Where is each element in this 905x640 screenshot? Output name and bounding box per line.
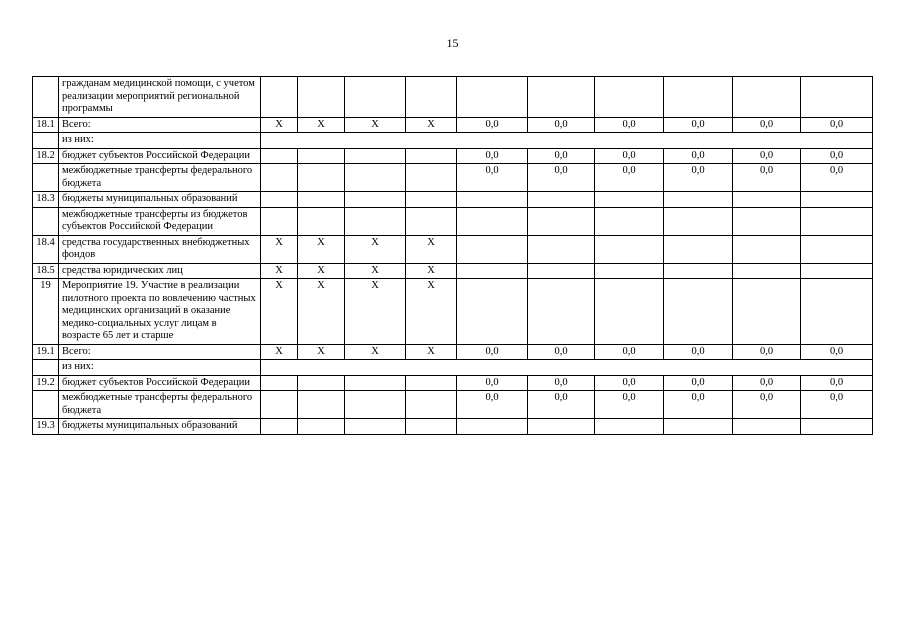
value-cell [595, 77, 664, 118]
value-cell [801, 235, 873, 263]
value-cell [457, 279, 528, 345]
budget-table [32, 76, 873, 435]
value-cell [457, 419, 528, 435]
table-body [33, 77, 873, 435]
table-row [33, 235, 873, 263]
value-cell [595, 207, 664, 235]
value-cell [801, 192, 873, 208]
mark-cell [406, 419, 457, 435]
table-row [33, 375, 873, 391]
value-cell [595, 235, 664, 263]
row-number: 19.2 [33, 375, 59, 391]
value-cell [528, 263, 595, 279]
row-number: 19 [33, 279, 59, 345]
mark-cell [345, 391, 406, 419]
value-cell: 0,0 [595, 164, 664, 192]
row-description: средства юридических лиц [59, 263, 261, 279]
row-number: 19.1 [33, 344, 59, 360]
value-cell: 0,0 [664, 117, 733, 133]
table-row [33, 148, 873, 164]
mark-cell [261, 391, 298, 419]
value-cell: 0,0 [801, 117, 873, 133]
mark-cell: Х [298, 235, 345, 263]
mark-cell [298, 207, 345, 235]
merged-empty-cell [261, 360, 873, 376]
table-row [33, 192, 873, 208]
value-cell: 0,0 [664, 391, 733, 419]
mark-cell [345, 164, 406, 192]
value-cell: 0,0 [733, 117, 801, 133]
mark-cell [261, 192, 298, 208]
table-row [33, 207, 873, 235]
value-cell: 0,0 [733, 391, 801, 419]
mark-cell [298, 77, 345, 118]
value-cell [457, 263, 528, 279]
row-description: средства государственных внебюджетных фондов [59, 235, 261, 263]
mark-cell: Х [345, 279, 406, 345]
mark-cell [406, 391, 457, 419]
value-cell [595, 419, 664, 435]
value-cell [528, 192, 595, 208]
table-row [33, 344, 873, 360]
mark-cell [406, 375, 457, 391]
table-row [33, 77, 873, 118]
value-cell: 0,0 [457, 344, 528, 360]
value-cell [595, 192, 664, 208]
mark-cell [298, 391, 345, 419]
mark-cell: Х [345, 263, 406, 279]
row-number: 19.3 [33, 419, 59, 435]
mark-cell [406, 192, 457, 208]
value-cell: 0,0 [528, 148, 595, 164]
mark-cell: Х [261, 263, 298, 279]
value-cell [528, 419, 595, 435]
value-cell [664, 263, 733, 279]
value-cell: 0,0 [801, 375, 873, 391]
mark-cell [345, 77, 406, 118]
value-cell: 0,0 [664, 164, 733, 192]
value-cell [664, 235, 733, 263]
mark-cell [345, 207, 406, 235]
value-cell [664, 77, 733, 118]
value-cell: 0,0 [664, 344, 733, 360]
value-cell [528, 279, 595, 345]
value-cell: 0,0 [733, 148, 801, 164]
row-description: бюджеты муниципальных образований [59, 419, 261, 435]
value-cell [528, 207, 595, 235]
value-cell [733, 419, 801, 435]
table-row [33, 419, 873, 435]
row-number [33, 360, 59, 376]
value-cell [801, 207, 873, 235]
mark-cell: Х [406, 263, 457, 279]
value-cell [595, 263, 664, 279]
value-cell [664, 192, 733, 208]
mark-cell [345, 419, 406, 435]
mark-cell [298, 164, 345, 192]
mark-cell: Х [261, 117, 298, 133]
row-description: межбюджетные трансферты из бюджетов субъектов Российской Федерации [59, 207, 261, 235]
value-cell: 0,0 [733, 375, 801, 391]
mark-cell [406, 148, 457, 164]
value-cell [733, 77, 801, 118]
row-number [33, 77, 59, 118]
mark-cell [298, 375, 345, 391]
table-row [33, 133, 873, 149]
value-cell: 0,0 [664, 375, 733, 391]
mark-cell: Х [298, 279, 345, 345]
mark-cell: Х [261, 279, 298, 345]
value-cell [801, 279, 873, 345]
mark-cell [261, 207, 298, 235]
row-number: 18.4 [33, 235, 59, 263]
value-cell: 0,0 [801, 148, 873, 164]
value-cell: 0,0 [457, 164, 528, 192]
value-cell: 0,0 [595, 375, 664, 391]
mark-cell [261, 419, 298, 435]
mark-cell: Х [406, 279, 457, 345]
value-cell: 0,0 [595, 344, 664, 360]
value-cell [457, 77, 528, 118]
table-row [33, 263, 873, 279]
mark-cell: Х [345, 117, 406, 133]
value-cell: 0,0 [528, 391, 595, 419]
value-cell [733, 263, 801, 279]
value-cell: 0,0 [733, 344, 801, 360]
value-cell [733, 279, 801, 345]
table-row [33, 164, 873, 192]
mark-cell [261, 77, 298, 118]
mark-cell: Х [406, 344, 457, 360]
mark-cell [406, 77, 457, 118]
row-number [33, 391, 59, 419]
mark-cell: Х [298, 263, 345, 279]
value-cell [733, 192, 801, 208]
mark-cell [261, 164, 298, 192]
value-cell [528, 77, 595, 118]
value-cell: 0,0 [801, 164, 873, 192]
mark-cell [345, 375, 406, 391]
value-cell [664, 279, 733, 345]
row-number: 18.3 [33, 192, 59, 208]
mark-cell [298, 419, 345, 435]
value-cell: 0,0 [528, 344, 595, 360]
row-description: Всего: [59, 344, 261, 360]
mark-cell [406, 164, 457, 192]
value-cell [801, 263, 873, 279]
value-cell: 0,0 [457, 117, 528, 133]
value-cell [457, 235, 528, 263]
value-cell: 0,0 [801, 344, 873, 360]
value-cell: 0,0 [595, 148, 664, 164]
mark-cell [406, 207, 457, 235]
row-number: 18.2 [33, 148, 59, 164]
row-description: из них: [59, 133, 261, 149]
mark-cell: Х [345, 344, 406, 360]
value-cell [733, 207, 801, 235]
value-cell: 0,0 [595, 391, 664, 419]
value-cell [801, 419, 873, 435]
row-number: 18.5 [33, 263, 59, 279]
mark-cell [345, 192, 406, 208]
value-cell: 0,0 [528, 117, 595, 133]
row-description: Всего: [59, 117, 261, 133]
value-cell [664, 419, 733, 435]
mark-cell [298, 148, 345, 164]
value-cell [733, 235, 801, 263]
mark-cell: Х [406, 235, 457, 263]
value-cell [664, 207, 733, 235]
table-row [33, 391, 873, 419]
row-number: 18.1 [33, 117, 59, 133]
table-row [33, 117, 873, 133]
mark-cell: Х [406, 117, 457, 133]
row-description: бюджеты муниципальных образований [59, 192, 261, 208]
row-description: гражданам медицинской помощи, с учетом реализации мероприятий региональной программы [59, 77, 261, 118]
mark-cell: Х [345, 235, 406, 263]
row-description: бюджет субъектов Российской Федерации [59, 148, 261, 164]
row-description: из них: [59, 360, 261, 376]
mark-cell [298, 192, 345, 208]
value-cell [595, 279, 664, 345]
value-cell: 0,0 [528, 164, 595, 192]
table-row [33, 360, 873, 376]
value-cell [801, 77, 873, 118]
mark-cell [261, 148, 298, 164]
mark-cell: Х [261, 235, 298, 263]
value-cell [457, 207, 528, 235]
row-description: межбюджетные трансферты федерального бюджета [59, 164, 261, 192]
value-cell: 0,0 [457, 375, 528, 391]
mark-cell [345, 148, 406, 164]
mark-cell: Х [261, 344, 298, 360]
value-cell [457, 192, 528, 208]
value-cell: 0,0 [733, 164, 801, 192]
value-cell: 0,0 [457, 391, 528, 419]
value-cell [528, 235, 595, 263]
row-description: Мероприятие 19. Участие в реализации пилотного проекта по вовлечению частных медицинских организаций в оказание медико-социальных услуг лицам в возрасте 65 лет и старше [59, 279, 261, 345]
row-number [33, 164, 59, 192]
row-description: бюджет субъектов Российской Федерации [59, 375, 261, 391]
value-cell: 0,0 [595, 117, 664, 133]
row-number [33, 133, 59, 149]
value-cell: 0,0 [457, 148, 528, 164]
value-cell: 0,0 [664, 148, 733, 164]
value-cell: 0,0 [528, 375, 595, 391]
row-description: межбюджетные трансферты федерального бюджета [59, 391, 261, 419]
row-number [33, 207, 59, 235]
table-row [33, 279, 873, 345]
page-number: 15 [446, 36, 459, 50]
mark-cell [261, 375, 298, 391]
merged-empty-cell [261, 133, 873, 149]
value-cell: 0,0 [801, 391, 873, 419]
mark-cell: Х [298, 344, 345, 360]
mark-cell: Х [298, 117, 345, 133]
